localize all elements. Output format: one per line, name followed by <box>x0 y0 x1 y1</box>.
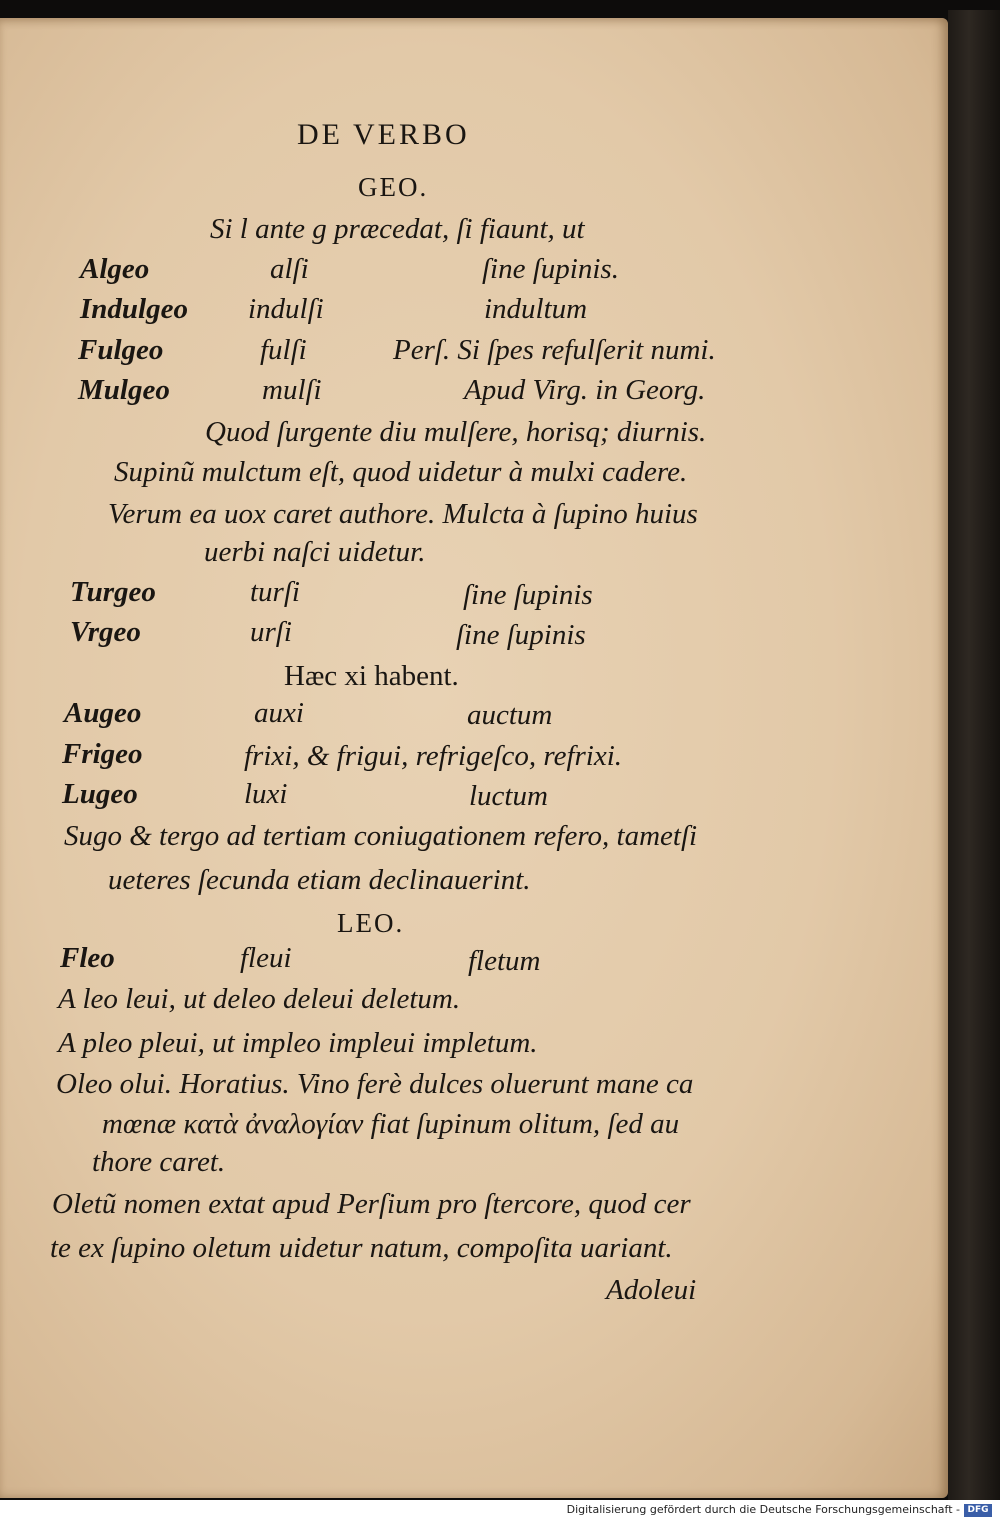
verb-mulgeo: Mulgeo <box>78 374 170 406</box>
running-head: DE VERBO <box>297 118 470 151</box>
catchword: Adoleui <box>606 1274 697 1306</box>
text-line: A pleo pleui, ut impleo impleui impletum. <box>58 1027 538 1059</box>
perfect-frigeo: frixi, & frigui, refrigeſco, refrixi. <box>244 740 623 772</box>
perfect-mulgeo: mulſi <box>262 374 322 406</box>
supine-algeo: ſine ſupinis. <box>482 253 619 285</box>
subheading-xi: Hæc xi habent. <box>284 660 459 692</box>
section-heading-geo: GEO. <box>358 172 429 202</box>
verb-lugeo: Lugeo <box>62 778 138 810</box>
dfg-logo: DFG <box>964 1504 992 1517</box>
note-mulgeo: Apud Virg. in Georg. <box>464 374 706 406</box>
verb-indulgeo: Indulgeo <box>80 293 188 325</box>
perfect-turgeo: turſi <box>250 576 300 608</box>
supine-fleo: fletum <box>468 945 541 977</box>
perfect-indulgeo: indulſi <box>248 293 324 325</box>
text-line: uerbi naſci uidetur. <box>204 536 426 568</box>
text-line: mœnæ κατὰ ἀναλογίαν fiat ſupinum olitum, ſed au <box>102 1108 680 1140</box>
text-line: A leo leui, ut deleo deleui deletum. <box>58 983 461 1015</box>
perfect-algeo: alſi <box>270 253 309 285</box>
footer-bar <box>0 1500 1000 1521</box>
text-line: thore caret. <box>92 1146 226 1178</box>
text-line: Oletũ nomen extat apud Perſium pro ſtercore, quod cer <box>52 1188 691 1220</box>
supine-lugeo: luctum <box>469 780 548 812</box>
supine-indulgeo: indultum <box>484 293 588 325</box>
text-line: Quod ſurgente diu mulſere, horisq; diurnis. <box>205 416 707 448</box>
book-spine <box>948 10 1000 1505</box>
verb-algeo: Algeo <box>80 253 150 285</box>
verb-frigeo: Frigeo <box>62 738 143 770</box>
supine-augeo: auctum <box>467 699 553 731</box>
text-line: Sugo & tergo ad tertiam coniugationem refero, tametſi <box>64 820 698 852</box>
perfect-fleo: fleui <box>240 942 292 974</box>
verb-fulgeo: Fulgeo <box>78 334 164 366</box>
note-fulgeo: Perſ. Si ſpes refulſerit numi. <box>393 334 716 366</box>
section-heading-leo: LEO. <box>337 908 405 938</box>
text-line: Supinũ mulctum eſt, quod uidetur à mulxi cadere. <box>114 456 688 488</box>
verb-vrgeo: Vrgeo <box>70 616 141 648</box>
supine-turgeo: ſine ſupinis <box>463 579 593 611</box>
verb-augeo: Augeo <box>64 697 142 729</box>
text-line: Verum ea uox caret authore. Mulcta à ſupino huius <box>108 498 698 530</box>
perfect-lugeo: luxi <box>244 778 288 810</box>
footer-credit: Digitalisierung gefördert durch die Deutsche Forschungsgemeinschaft - <box>566 1503 960 1516</box>
perfect-augeo: auxi <box>254 697 304 729</box>
perfect-vrgeo: urſi <box>250 616 292 648</box>
verb-turgeo: Turgeo <box>70 576 156 608</box>
text-line: te ex ſupino oletum uidetur natum, compoſita uariant. <box>50 1232 673 1264</box>
verb-fleo: Fleo <box>60 942 115 974</box>
text-line: Si l ante g præcedat, ſi fiaunt, ut <box>210 213 585 245</box>
perfect-fulgeo: fulſi <box>260 334 307 366</box>
text-line: Oleo olui. Horatius. Vino ferè dulces oluerunt mane ca <box>56 1068 694 1100</box>
text-line: ueteres ſecunda etiam declinauerint. <box>108 864 531 896</box>
supine-vrgeo: ſine ſupinis <box>456 619 586 651</box>
